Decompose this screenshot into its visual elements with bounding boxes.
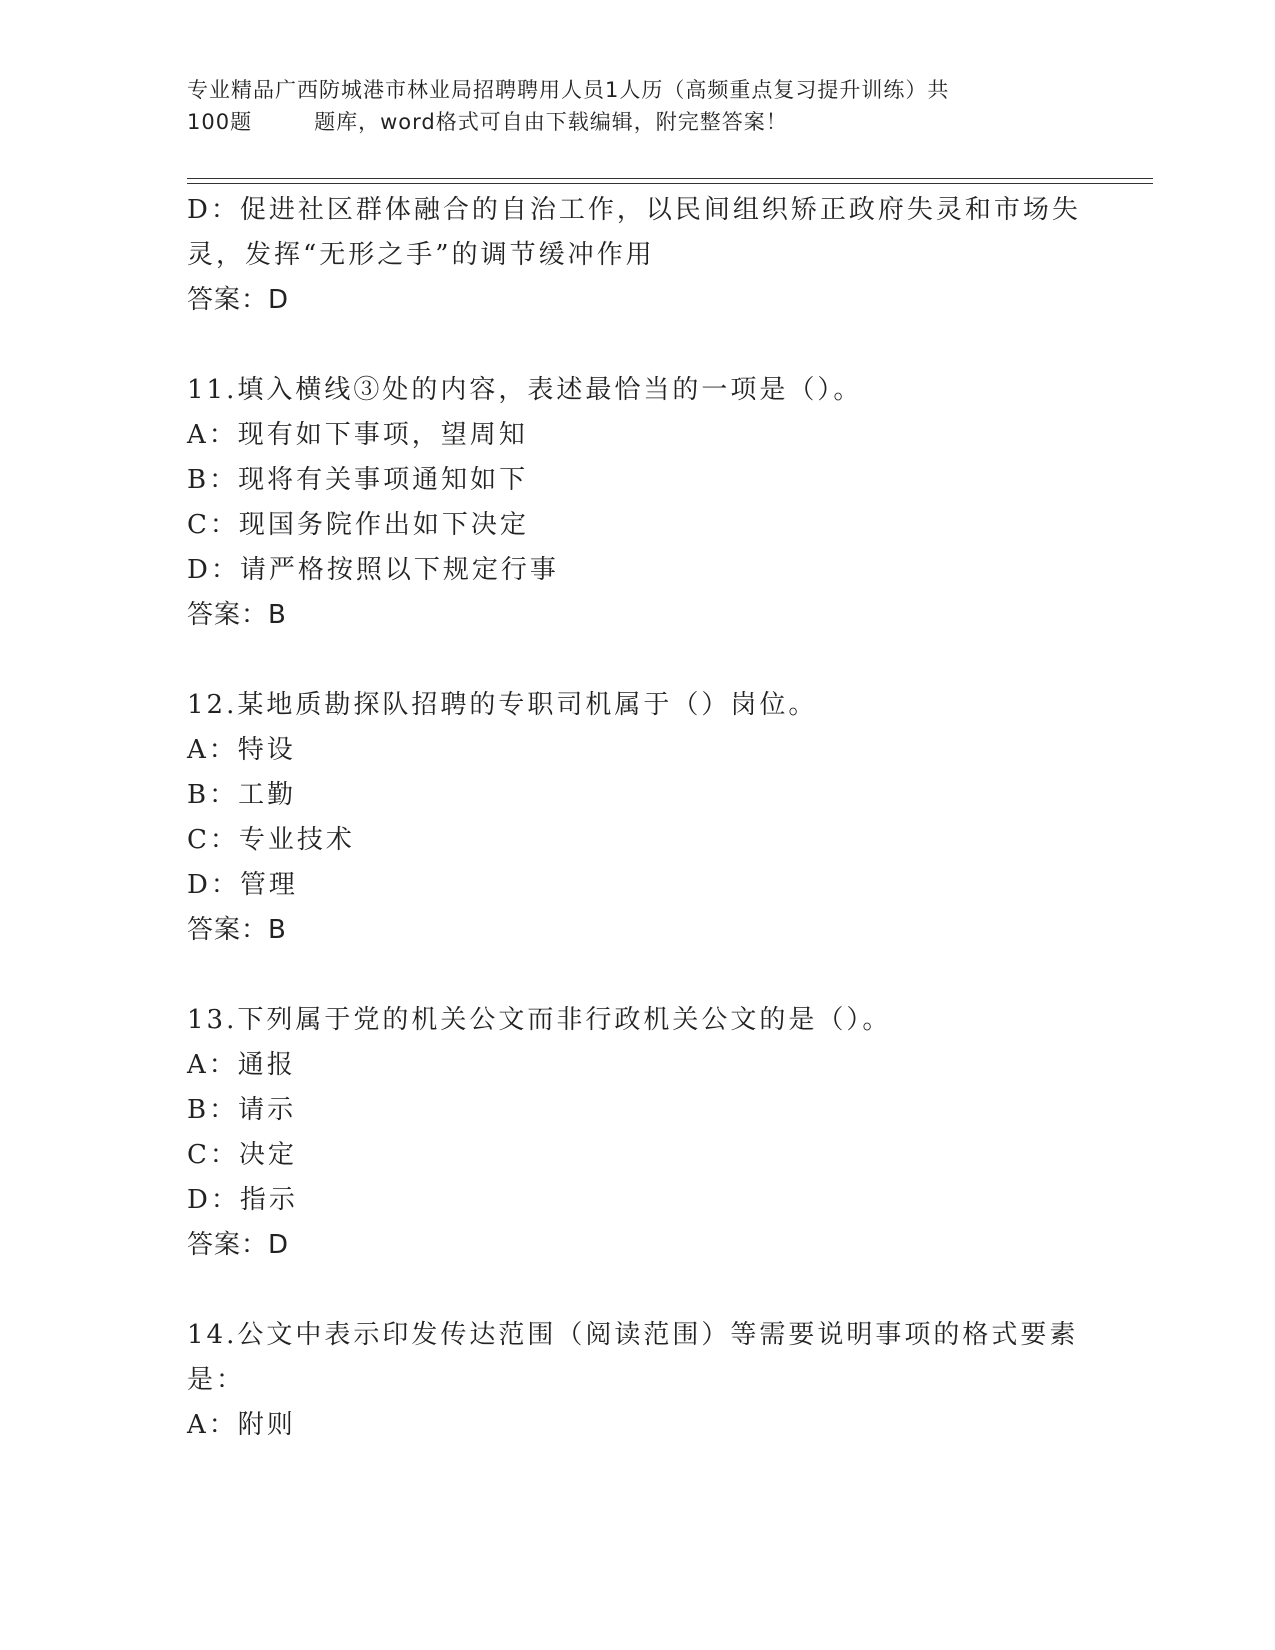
option-d: D：指示 xyxy=(187,1185,298,1215)
answer-line: 答案：B xyxy=(187,600,287,630)
option-c: C：专业技术 xyxy=(187,825,355,855)
question-14 xyxy=(187,1313,1087,1448)
option-d-line1: D：促进社区群体融合的自治工作，以民间组织矫正政府失灵和市场失 xyxy=(187,195,1081,225)
question-13 xyxy=(187,998,1087,1268)
option-a: A：现有如下事项，望周知 xyxy=(187,420,528,450)
question-stem: 12.某地质勘探队招聘的专职司机属于（）岗位。 xyxy=(187,690,818,720)
answer-line: 答案：B xyxy=(187,915,287,945)
option-a: A：特设 xyxy=(187,735,296,765)
question-stem: 11.填入横线③处的内容，表述最恰当的一项是（）。 xyxy=(187,375,863,405)
option-d: D：请严格按照以下规定行事 xyxy=(187,555,559,585)
document-body xyxy=(187,188,1087,1448)
header-question-count: 100题 xyxy=(187,110,253,134)
previous-question-tail xyxy=(187,188,1087,323)
answer-line: 答案：D xyxy=(187,1230,290,1260)
option-b: B：现将有关事项通知如下 xyxy=(187,465,529,495)
header-rule-bottom xyxy=(187,183,1153,184)
header-rule-top xyxy=(187,178,1153,179)
option-a: A：通报 xyxy=(187,1050,296,1080)
option-c: C：现国务院作出如下决定 xyxy=(187,510,529,540)
question-stem: 13.下列属于党的机关公文而非行政机关公文的是（）。 xyxy=(187,1005,892,1035)
question-stem-line2: 是： xyxy=(187,1365,246,1395)
option-b: B：请示 xyxy=(187,1095,297,1125)
option-d-line2: 灵，发挥“无形之手”的调节缓冲作用 xyxy=(187,240,655,270)
option-b: B：工勤 xyxy=(187,780,297,810)
header-subtitle: 题库，word格式可自由下载编辑，附完整答案！ xyxy=(314,110,788,134)
option-c: C：决定 xyxy=(187,1140,297,1170)
question-11 xyxy=(187,368,1087,638)
option-d: D：管理 xyxy=(187,870,298,900)
question-12 xyxy=(187,683,1087,953)
answer-line: 答案：D xyxy=(187,285,290,315)
header-title-line1: 专业精品广西防城港市林业局招聘聘用人员1人历（高频重点复习提升训练）共 xyxy=(187,78,950,102)
question-stem-line1: 14.公文中表示印发传达范围（阅读范围）等需要说明事项的格式要素 xyxy=(187,1320,1079,1350)
option-a: A：附则 xyxy=(187,1410,296,1440)
page-header xyxy=(187,74,1067,138)
header-title-line2 xyxy=(187,106,1067,138)
